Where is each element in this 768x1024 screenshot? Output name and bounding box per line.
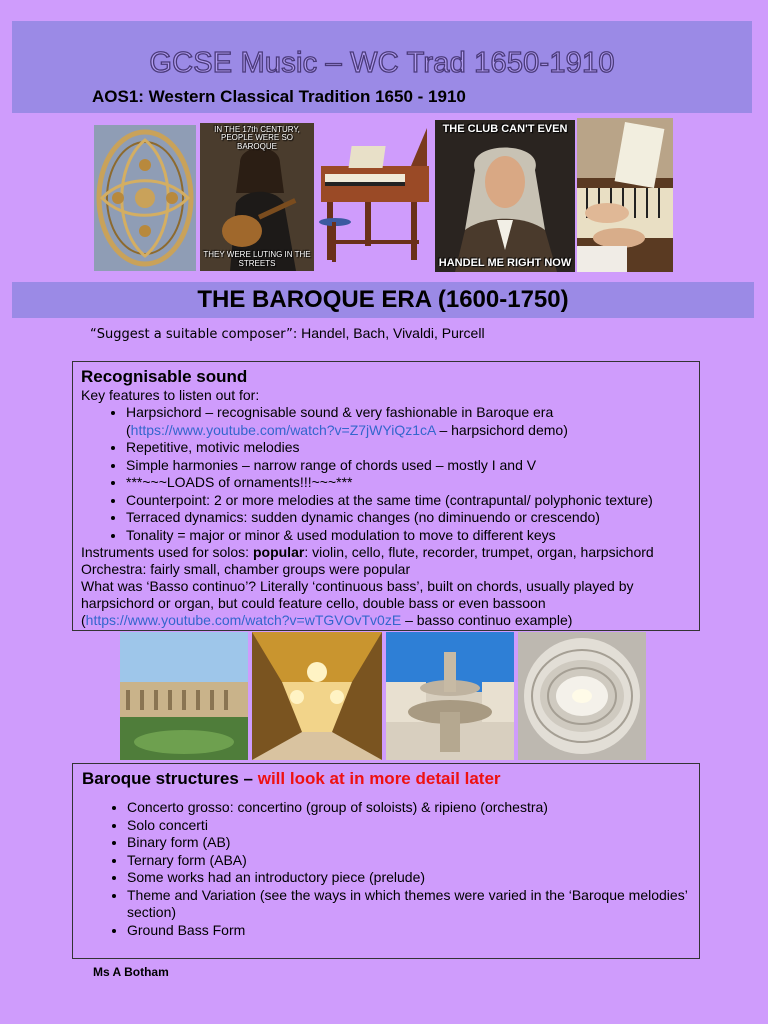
list-item: • Binary form (AB) — [127, 834, 690, 852]
composer-names: Handel, Bach, Vivaldi, Purcell — [297, 325, 485, 341]
lute-meme-image — [200, 123, 314, 271]
baroque-fountain-image — [386, 632, 514, 760]
meme-caption-top: THE CLUB CAN'T EVEN — [442, 123, 568, 135]
handel-meme-image — [435, 120, 575, 272]
meme-caption-bottom: HANDEL ME RIGHT NOW — [438, 257, 572, 270]
solos-popular: popular — [252, 544, 305, 560]
structures-heading-text: Baroque structures – — [82, 769, 258, 788]
list-item: • Concerto grosso: concertino (group of soloists) & ripieno (orchestra) — [127, 799, 690, 817]
list-item: • Simple harmonies – narrow range of chords used – mostly I and V — [126, 457, 691, 475]
solos-list: : violin, cello, flute, recorder, trumpet, organ, harpsichord — [304, 544, 654, 560]
baroque-dome-image — [518, 632, 646, 760]
solo-instruments-line — [81, 544, 691, 561]
basso-continuo-line: What was ‘Basso continuo’? Literally ‘continuous bass’, built on chords, usually played by — [81, 578, 634, 594]
meme-caption-bottom: THEY WERE LUTING IN THE STREETS — [203, 250, 311, 268]
page-subtitle: AOS1: Western Classical Tradition 1650 - 1910 — [92, 87, 466, 106]
paren-open: ( — [81, 612, 86, 628]
recognisable-sound-panel — [72, 361, 700, 631]
section-banner — [12, 282, 754, 318]
harpsichord-feature-text: Harpsichord – recognisable sound & very fashionable in Baroque era — [126, 404, 554, 420]
structures-heading-note: will look at in more detail later — [257, 769, 501, 788]
list-item: • Solo concerti — [127, 817, 690, 835]
orchestra-line: Orchestra: fairly small, chamber groups were popular — [81, 561, 411, 577]
key-features-list — [81, 404, 691, 544]
structures-list — [82, 799, 690, 939]
baroque-structures-heading — [82, 769, 690, 789]
page-title: GCSE Music – WC Trad 1650-1910 — [149, 47, 615, 79]
list-item: • Terraced dynamics: sudden dynamic changes (no diminuendo or crescendo) — [126, 509, 691, 527]
section-title: THE BAROQUE ERA (1600-1750) — [197, 286, 569, 313]
suggest-prefix: “Suggest a suitable composer”: — [90, 327, 298, 342]
basso-continuo-note: – basso continuo example) — [401, 612, 573, 628]
author-footer: Ms A Botham — [93, 965, 169, 979]
header-banner — [12, 21, 752, 113]
basso-continuo-link-line — [81, 612, 691, 629]
harpsichord-image — [315, 122, 433, 272]
basso-continuo-link[interactable]: https://www.youtube.com/watch?v=wTGVOvTv0zE — [85, 612, 402, 628]
recognisable-sound-heading: Recognisable sound — [81, 367, 248, 386]
basso-continuo-line-2: harpsichord or organ, but could feature cello, double bass or even bassoon — [81, 595, 546, 611]
list-item: • Repetitive, motivic melodies — [126, 439, 691, 457]
list-item: • Ternary form (ABA) — [127, 852, 690, 870]
list-item — [126, 404, 691, 439]
list-item: • Theme and Variation (see the ways in which themes were varied in the ‘Baroque melodies’ section) — [127, 887, 690, 922]
meme-caption-top: IN THE 17th CENTURY, PEOPLE WERE SO BAROQUE — [214, 125, 300, 151]
hall-of-mirrors-image — [252, 632, 382, 760]
suggest-composer-line — [90, 325, 485, 342]
harpsichord-playing-image — [577, 118, 673, 272]
paren-open: ( — [126, 421, 131, 438]
versailles-palace-image — [120, 632, 248, 760]
list-item: • Tonality = major or minor & used modulation to move to different keys — [126, 527, 691, 545]
harpsichord-demo-link[interactable]: https://www.youtube.com/watch?v=Z7jWYiQz1cA — [130, 421, 436, 438]
list-item: • ***~~~LOADS of ornaments!!!~~~*** — [126, 474, 691, 492]
baroque-structures-panel — [72, 763, 700, 959]
list-item: • Ground Bass Form — [127, 922, 690, 940]
list-item: • Some works had an introductory piece (prelude) — [127, 869, 690, 887]
harpsichord-demo-note: – harpsichord demo) — [435, 421, 568, 438]
baroque-ornament-image — [94, 125, 196, 271]
solos-prefix: Instruments used for solos: — [81, 544, 253, 560]
key-features-intro: Key features to listen out for: — [81, 387, 260, 403]
list-item: • Counterpoint: 2 or more melodies at the same time (contrapuntal/ polyphonic texture) — [126, 492, 691, 510]
